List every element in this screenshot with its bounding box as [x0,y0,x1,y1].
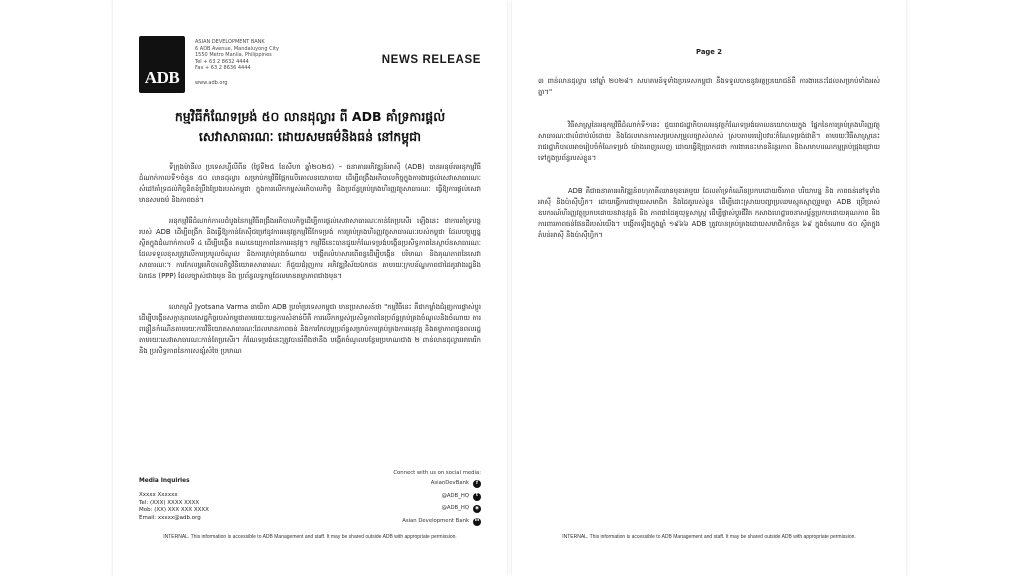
social-heading: Connect with us on social media: [393,469,481,476]
letterhead [139,36,481,93]
paragraph: ទីក្រុងម៉ានីល ប្រទេសហ្វីលីពីន (ថ្ងៃទី២៥ ខែសីហា ឆ្នាំ២០២៥) – ធនាគារអភិវឌ្ឍន៍អាស៊ី (ADB) បានអនុម័តអនុកម្មវិធីដំណាក់កាលទី១ចំនួន ៥០ លានដុល្លារ សម្រាប់កម្មវិធីផ្អែកលើគោលនយោបាយ ដើម្បីពង្រឹងអភិបាលកិច្ចក្នុងការងារផ្តល់សេវាសាធារណៈ សំដៅគាំទ្រដល់កិច្ចខិតខំប្រឹងប្រែងរបស់កម្ពុជា ក្នុងការលើកកម្ពស់អភិបាលកិច្ច និងប្រព័ន្ធគ្រប់គ្រងហិរញ្ញវត្ថុសាធារណៈ ធ្វើឱ្យការផ្តល់សេវាមានសមធម៌ និងភាពធន់។ [139,163,481,204]
address-line: Fax + 63 2 8636 4444 [195,65,251,71]
page-1-content [113,0,507,576]
social-row-instagram [393,505,481,513]
document-title [139,107,481,147]
instagram-handle: @ADB_HQ [441,505,469,512]
page-2-content [512,0,906,576]
paragraph: ADB គឺជាធនាគារអភិវឌ្ឍន៍ពហុភាគីឈានមុខគេមួយ ដែលគាំទ្រកំណើនប្រកបដោយចីរភាព បរិយាបន្ន និង ភាពធន់នៅទូទាំងអាស៊ី និងប៉ាស៊ីហ្វិក។ ដោយធ្វើការជាមួយសមាជិក និងដៃគូរបស់ខ្លួន ដើម្បីដោះស្រាយបញ្ហាប្រឈមស្មុគស្មាញរួមគ្នា ADB ប្រើប្រាស់ឧបករណ៍ហិរញ្ញវត្ថុប្រកបដោយនវានុវត្តន៍ និង ភាពជាដៃគូយុទ្ធសាស្ត្រ ដើម្បីផ្លាស់ប្តូរជីវិត កសាងហេដ្ឋារចនាសម្ព័ន្ធប្រកបដោយគុណភាព និង ការពារភាពធន់ផែនដីរបស់យើង។ បង្កើតឡើងក្នុងឆ្នាំ ១៩៦៦ ADB ត្រូវបានគ្រប់គ្រងដោយសមាជិកចំនួន ៦៩ ក្នុងចំណោម ៥០ ស្ថិតក្នុងតំបន់អាស៊ី និងប៉ាស៊ីហ្វិក។ [538,187,880,239]
media-contact-mob: Mob: (XX) XXX XXX XXXX [139,507,209,514]
title-line-1: កម្មវិធីកំណែទម្រង់ ៥០ លានដុល្លារ ពី ADB គាំទ្រការផ្តល់ [174,109,446,124]
website-link: www.adb.org [195,79,228,86]
adb-logo-text: ADB [144,68,180,87]
address-line: 1550 Metro Manila, Philippines [195,52,272,58]
internal-disclaimer: INTERNAL. This information is accessible to ADB Management and staff. It may be shared outside ADB with appropriate permission. [562,534,856,540]
adb-logo [139,36,185,93]
paragraph: លោកស្រី Jyotsana Varma នាយិកា ADB ប្រចាំប្រទេសកម្ពុជា មានប្រសាសន៍ថា "កម្មវិធីនេះ គឺជាកម្លាំងជំរុញការផ្លាស់ប្តូរដើម្បីបង្កើនសក្ដានុពលសេដ្ឋកិច្ចរបស់កម្ពុជាតាមរយៈយន្តការសំខាន់បីគឺ ការលើកកម្ពស់ប្រសិទ្ធភាពនៃប្រព័ន្ធគ្រប់គ្រងចំណូលនិងចំណាយ ការពន្លឿនកំណើនតាមរយៈការវិនិយោគសាធារណៈដែលមានភាពធន់ និងការកែលម្អប្រព័ន្ធសម្រាប់ការគ្រប់គ្រងការអនុវត្ត និងតម្លាភាពជូនពលរដ្ឋ តាមរយៈសេវាសាធារណៈកាន់តែប្រសើរ។ កំណែទម្រង់នេះត្រូវបានរំពឹងថានឹង បង្កើតចំណូលបន្ថែមប្រមាណជាង ២ ពាន់លានដុល្លារអាមេរិក និង ប្រសិទ្ធភាពនៃការសន្សំសំចៃ ប្រមាណ [139,303,481,355]
page-1 [113,0,507,576]
twitter-handle: @ADB_HQ [441,492,469,499]
social-row-linkedin [393,518,481,526]
social-media-block [393,471,481,530]
media-inquiries-heading: Media Inquiries [139,477,190,484]
linkedin-icon: in [473,518,481,526]
address-line: ASIAN DEVELOPMENT BANK [195,39,265,45]
page-2 [512,0,906,576]
address-line: Tel + 63 2 8632 4444 [195,58,249,65]
internal-disclaimer: INTERNAL. This information is accessible to ADB Management and staff. It may be shared outside ADB with appropriate permission. [163,534,457,540]
news-release-label: NEWS RELEASE [381,54,481,66]
page-number: Page 2 [696,48,722,56]
social-row-twitter [393,493,481,501]
page-1-footer [139,471,481,530]
media-contact-email: Email: xxxxx@adb.org [139,514,201,521]
media-contact-name: Xxxxx Xxxxxx [139,492,178,499]
media-inquiries-block [139,471,209,523]
media-contact-tel: Tel: (XXX) XXXX XXXX [139,499,200,506]
twitter-icon: t [473,493,481,501]
title-line-2: សេវាសាធារណៈ ដោយសមធម៌និងធន់ នៅកម្ពុជា [198,129,422,144]
instagram-icon: ◉ [473,505,481,513]
paragraph: ៣ ពាន់លានដុល្លារ នៅឆ្នាំ ២០២៨។ សហគមន៍ទូទាំងប្រទេសកម្ពុជា នឹងទទួលបាននូវអត្ថប្រយោជន៍ពី ការងារនេះដែលសម្រាប់ទាំងអស់គ្នា។" [538,77,880,96]
linkedin-handle: Asian Development Bank [402,517,469,524]
social-row-facebook [393,480,481,488]
address-line: 6 ADB Avenue, Mandaluyong City [195,45,279,52]
facebook-handle: AsianDevBank [430,480,469,487]
facebook-icon: f [473,480,481,488]
paragraph: អនុកម្មវិធីដំណាក់កាលដំបូងនៃកម្មវិធីពង្រឹងអភិបាលកិច្ចដើម្បីការផ្តល់សេវាសាធារណៈកាន់តែប្រសើរ ឡើងនេះ ជាការគាំទ្របន្តរបស់ ADB ដើម្បីពង្រីក និងធ្វើឱ្យកាន់តែស៊ីជម្រៅនូវការអនុវត្តកម្មវិធីកែទម្រង់ ការគ្រប់គ្រងហិរញ្ញវត្ថុសាធារណៈរបស់កម្ពុជា ដែលបច្ចុប្បន្នស្ថិតក្នុងដំណាក់កាលទី ៤ ដើម្បីបង្កើន គណនេយ្យភាពនៃការអនុវត្ត។ កម្មវិធីនេះបានជួយកំណែទម្រង់បង្កើនប្រសិទ្ធភាពនៃស្ថាប័នសាធារណៈ ដែលទទួលខុសត្រូវលើការប្រមូលចំណូល និងការគ្រប់គ្រងចំណាយ បង្កើតលំហសារពើពន្ធដើម្បីបង្កើន បរិមាណ និងគុណភាពនៃសេវាសាធារណៈ។ ការកែលម្អអភិបាលកិច្ចវិនិយោគសាធារណៈ ក៏ជួយជំរុញការ អភិវឌ្ឍវិស័យឯកជន តាមរយៈក្របខ័ណ្ឌភាពជាដៃគូរវាងរដ្ឋនិងឯកជន (PPP) ដែលច្បាស់ជាងមុន និង ប្រព័ន្ធលទ្ធកម្មដែលមានតម្លាភាពជាងមុន។ [139,217,481,280]
address-block [195,36,279,86]
paragraph: វិធីសាស្ត្រនៃអនុកម្មវិធីដំណាក់ទី១នេះ ជួយរាជរដ្ឋាភិបាលអនុវត្តកំណែទម្រង់គោលនយោបាយក្នុង ផ្នែកនៃការគ្រប់គ្រងហិរញ្ញវត្ថុសាធារណៈជាលំដាប់លំដោយ និងដែលមានការសម្របសម្រួលច្បាស់លាស់ ស្របតាមរបៀបវារៈកំណែទម្រង់ជាតិ។ តាមរយៈវិធីសាស្ត្រនេះ រាជរដ្ឋាភិបាលអាចរៀបចំកំណែទម្រង់ យ៉ាងពេញលេញ ដោយធ្វើឱ្យប្រាកដថា ការងារនេះមាននិរន្តរភាព និងសមាហរណកម្មគ្រប់ជ្រុងជ្រោយ ទៅក្នុងប្រព័ន្ធរបស់ខ្លួន។ [538,121,880,162]
